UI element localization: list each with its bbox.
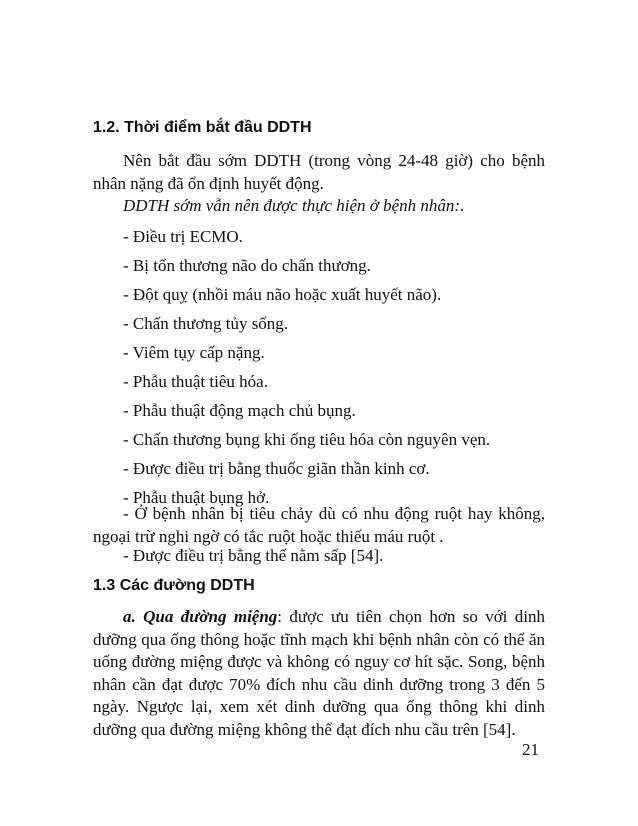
- list-item: - Chấn thương tủy sống.: [123, 314, 289, 333]
- list-item: - Viêm tụy cấp nặng.: [123, 343, 265, 362]
- oral-route-label: a. Qua đường miệng: [123, 607, 278, 626]
- oral-route-text: : được ưu tiên chọn hơn so với dinh dưỡng qua ống thông hoặc tĩnh mạch khi bệnh nhân còn có thể ăn uống đường miệng được và không có nguy cơ hít sặc. Song, bệnh nhân cần đạt được 70% đích nhu cầu dinh dưỡng trong 3 đến 5 ngày. Ngược lại, xem xét dinh dưỡng qua ống thông khi dinh dưỡng qua đường miệng không thể đạt đích nhu cầu trên [54].: [93, 607, 545, 739]
- list-item: - Bị tổn thương não do chấn thương.: [123, 256, 371, 275]
- list-item: - Phẫu thuật động mạch chủ bụng.: [123, 401, 356, 420]
- list-item: - Được điều trị bằng thế nằm sấp [54].: [123, 546, 384, 565]
- section-heading-1-2: 1.2. Thời điểm bắt đầu DDTH: [93, 119, 312, 136]
- list-item: - Phẫu thuật tiêu hóa.: [123, 372, 268, 391]
- list-item: - Phẫu thuật bụng hở.: [123, 488, 270, 507]
- italic-lead-line: DDTH sớm vẫn nên được thực hiện ở bệnh nhân:.: [123, 196, 465, 215]
- oral-route-paragraph: [93, 606, 545, 741]
- list-item: - Điều trị ECMO.: [123, 227, 243, 246]
- list-item: - Được điều trị bằng thuốc giãn thần kinh cơ.: [123, 459, 430, 478]
- intro-paragraph: Nên bắt đầu sớm DDTH (trong vòng 24-48 giờ) cho bệnh nhân nặng đã ổn định huyết động.: [93, 151, 545, 193]
- section-heading-1-3: 1.3 Các đường DDTH: [93, 577, 255, 594]
- list-item: - Chấn thương bụng khi ống tiêu hóa còn nguyên vẹn.: [123, 430, 491, 449]
- long-list-item: - Ở bệnh nhân bị tiêu chảy dù có nhu động ruột hay không, ngoại trừ nghi ngờ có tắc ruột hoặc thiếu máu ruột .: [93, 504, 545, 546]
- list-item: - Đột quỵ (nhồi máu não hoặc xuất huyết não).: [123, 285, 442, 304]
- page-number: 21: [522, 740, 539, 759]
